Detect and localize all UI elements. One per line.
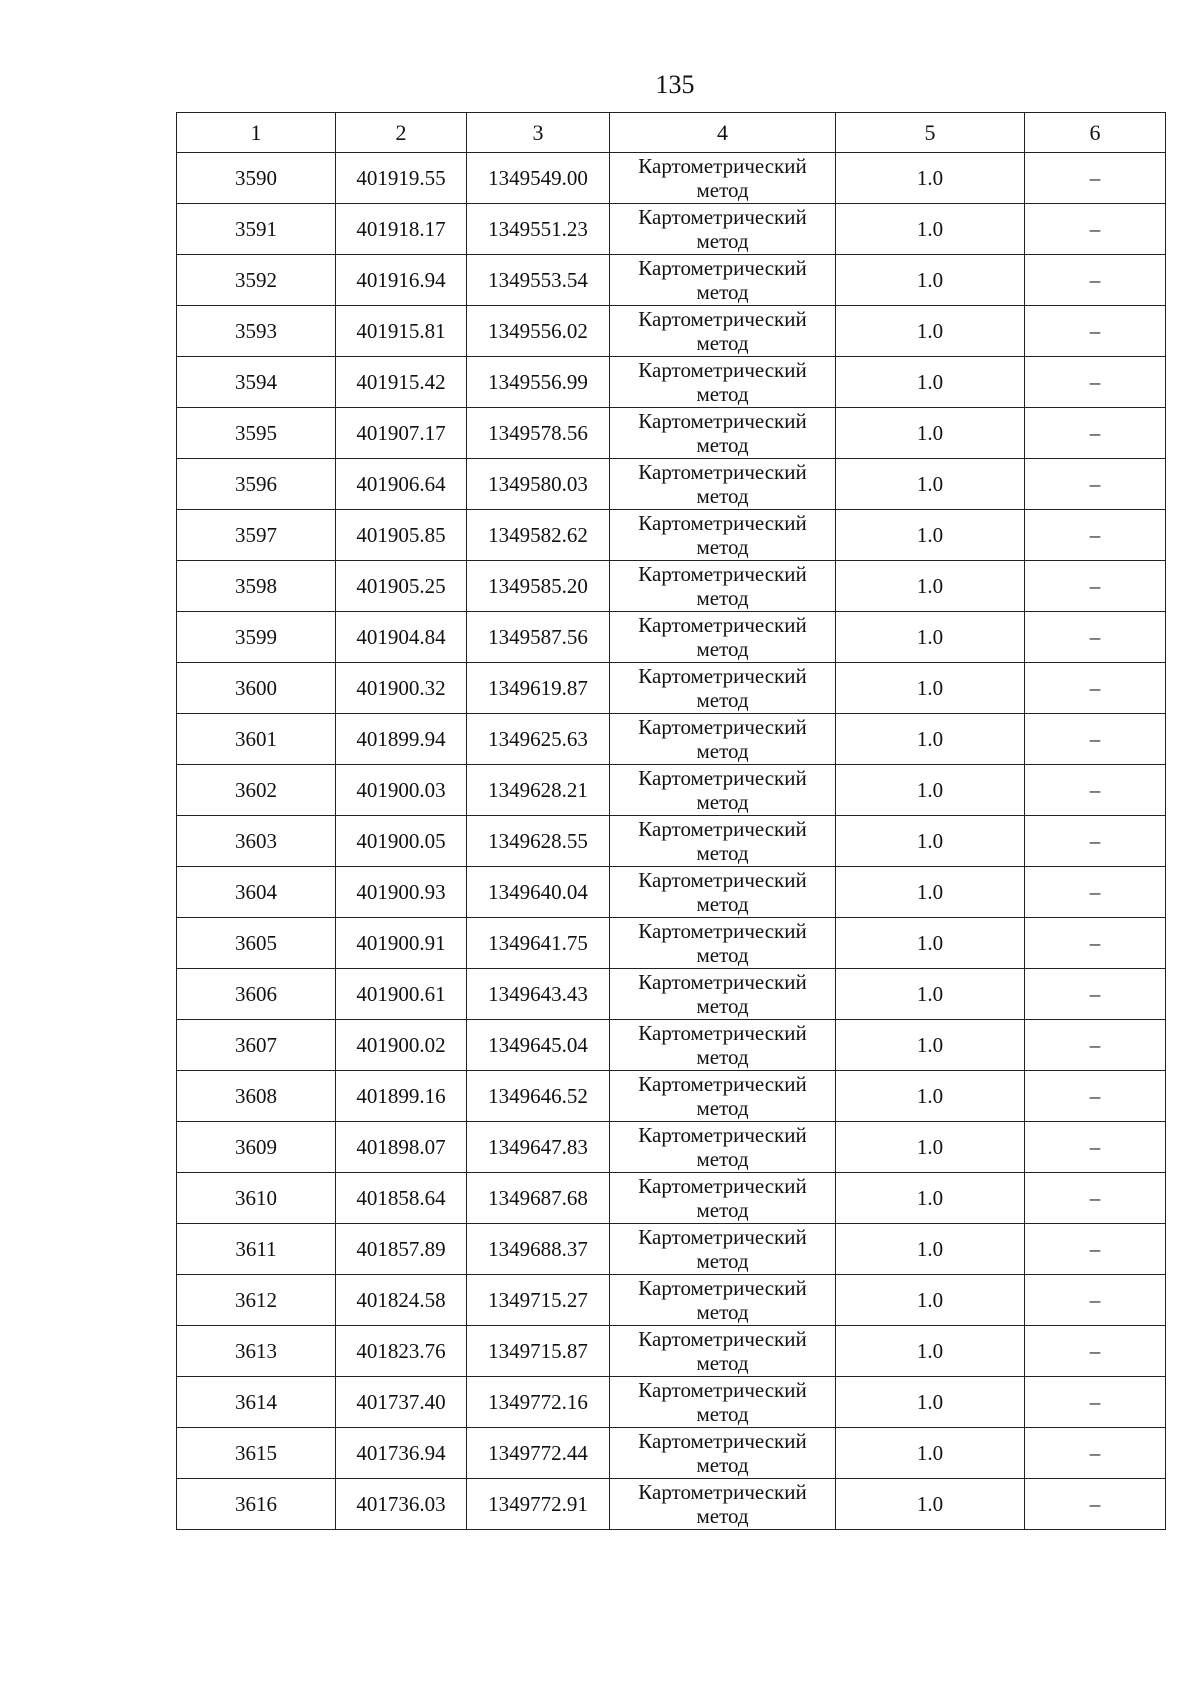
y-coordinate-cell: 1349641.75 (467, 918, 610, 969)
y-coordinate-cell: 1349643.43 (467, 969, 610, 1020)
y-coordinate-cell: 1349619.87 (467, 663, 610, 714)
table-row (177, 510, 1166, 561)
x-coordinate-cell: 401906.64 (336, 459, 467, 510)
table-row (177, 1224, 1166, 1275)
y-coordinate-cell: 1349645.04 (467, 1020, 610, 1071)
method-text: Картометрический метод (638, 154, 807, 202)
note-cell: – (1025, 510, 1166, 561)
y-coordinate-cell: 1349553.54 (467, 255, 610, 306)
table-row (177, 1428, 1166, 1479)
table-row (177, 459, 1166, 510)
method-cell (610, 255, 836, 306)
note-cell: – (1025, 1326, 1166, 1377)
table-row (177, 306, 1166, 357)
y-coordinate-cell: 1349625.63 (467, 714, 610, 765)
note-cell: – (1025, 1275, 1166, 1326)
note-cell: – (1025, 969, 1166, 1020)
method-text: Картометрический метод (638, 1072, 807, 1120)
y-coordinate-cell: 1349551.23 (467, 204, 610, 255)
point-number-cell: 3611 (177, 1224, 336, 1275)
table-row (177, 1173, 1166, 1224)
point-number-cell: 3605 (177, 918, 336, 969)
header-cell-6: 6 (1025, 113, 1166, 153)
x-coordinate-cell: 401900.03 (336, 765, 467, 816)
method-text: Картометрический метод (638, 817, 807, 865)
x-coordinate-cell: 401898.07 (336, 1122, 467, 1173)
method-text: Картометрический метод (638, 766, 807, 814)
accuracy-cell: 1.0 (836, 561, 1025, 612)
method-cell (610, 306, 836, 357)
note-cell: – (1025, 561, 1166, 612)
method-text: Картометрический метод (638, 664, 807, 712)
note-cell: – (1025, 612, 1166, 663)
method-cell (610, 1428, 836, 1479)
x-coordinate-cell: 401899.94 (336, 714, 467, 765)
table-row (177, 1377, 1166, 1428)
method-cell (610, 663, 836, 714)
header-cell-5: 5 (836, 113, 1025, 153)
accuracy-cell: 1.0 (836, 1479, 1025, 1530)
accuracy-cell: 1.0 (836, 612, 1025, 663)
method-text: Картометрический метод (638, 1021, 807, 1069)
x-coordinate-cell: 401736.94 (336, 1428, 467, 1479)
method-cell (610, 1071, 836, 1122)
x-coordinate-cell: 401858.64 (336, 1173, 467, 1224)
method-text: Картометрический метод (638, 1480, 807, 1528)
x-coordinate-cell: 401915.42 (336, 357, 467, 408)
method-text: Картометрический метод (638, 205, 807, 253)
point-number-cell: 3603 (177, 816, 336, 867)
y-coordinate-cell: 1349646.52 (467, 1071, 610, 1122)
accuracy-cell: 1.0 (836, 765, 1025, 816)
note-cell: – (1025, 1428, 1166, 1479)
point-number-cell: 3606 (177, 969, 336, 1020)
note-cell: – (1025, 1122, 1166, 1173)
method-text: Картометрический метод (638, 409, 807, 457)
accuracy-cell: 1.0 (836, 510, 1025, 561)
point-number-cell: 3607 (177, 1020, 336, 1071)
x-coordinate-cell: 401823.76 (336, 1326, 467, 1377)
header-cell-3: 3 (467, 113, 610, 153)
point-number-cell: 3592 (177, 255, 336, 306)
method-cell (610, 510, 836, 561)
method-cell (610, 204, 836, 255)
method-cell (610, 459, 836, 510)
note-cell: – (1025, 1377, 1166, 1428)
method-text: Картометрический метод (638, 562, 807, 610)
accuracy-cell: 1.0 (836, 204, 1025, 255)
table-row (177, 357, 1166, 408)
x-coordinate-cell: 401918.17 (336, 204, 467, 255)
method-cell (610, 1173, 836, 1224)
point-number-cell: 3591 (177, 204, 336, 255)
note-cell: – (1025, 459, 1166, 510)
method-text: Картометрический метод (638, 1225, 807, 1273)
method-cell (610, 1275, 836, 1326)
table-row (177, 204, 1166, 255)
y-coordinate-cell: 1349628.55 (467, 816, 610, 867)
note-cell: – (1025, 867, 1166, 918)
y-coordinate-cell: 1349556.99 (467, 357, 610, 408)
method-text: Картометрический метод (638, 1327, 807, 1375)
y-coordinate-cell: 1349687.68 (467, 1173, 610, 1224)
table-row (177, 714, 1166, 765)
method-text: Картометрический метод (638, 868, 807, 916)
note-cell: – (1025, 408, 1166, 459)
note-cell: – (1025, 1479, 1166, 1530)
y-coordinate-cell: 1349580.03 (467, 459, 610, 510)
point-number-cell: 3600 (177, 663, 336, 714)
coordinates-table (176, 112, 1166, 1530)
table-row (177, 1122, 1166, 1173)
method-cell (610, 918, 836, 969)
note-cell: – (1025, 816, 1166, 867)
x-coordinate-cell: 401915.81 (336, 306, 467, 357)
method-text: Картометрический метод (638, 511, 807, 559)
point-number-cell: 3597 (177, 510, 336, 561)
x-coordinate-cell: 401899.16 (336, 1071, 467, 1122)
note-cell: – (1025, 918, 1166, 969)
y-coordinate-cell: 1349549.00 (467, 153, 610, 204)
note-cell: – (1025, 765, 1166, 816)
point-number-cell: 3610 (177, 1173, 336, 1224)
header-row (177, 113, 1166, 153)
note-cell: – (1025, 714, 1166, 765)
table-body (177, 153, 1166, 1530)
note-cell: – (1025, 357, 1166, 408)
y-coordinate-cell: 1349772.91 (467, 1479, 610, 1530)
y-coordinate-cell: 1349587.56 (467, 612, 610, 663)
point-number-cell: 3615 (177, 1428, 336, 1479)
method-text: Картометрический метод (638, 1174, 807, 1222)
x-coordinate-cell: 401857.89 (336, 1224, 467, 1275)
point-number-cell: 3604 (177, 867, 336, 918)
accuracy-cell: 1.0 (836, 714, 1025, 765)
table-row (177, 255, 1166, 306)
method-text: Картометрический метод (638, 1429, 807, 1477)
x-coordinate-cell: 401737.40 (336, 1377, 467, 1428)
note-cell: – (1025, 1020, 1166, 1071)
y-coordinate-cell: 1349640.04 (467, 867, 610, 918)
table-row (177, 816, 1166, 867)
y-coordinate-cell: 1349688.37 (467, 1224, 610, 1275)
header-cell-4: 4 (610, 113, 836, 153)
table-header (177, 113, 1166, 153)
table-row (177, 1071, 1166, 1122)
method-text: Картометрический метод (638, 460, 807, 508)
point-number-cell: 3593 (177, 306, 336, 357)
note-cell: – (1025, 1071, 1166, 1122)
method-cell (610, 408, 836, 459)
accuracy-cell: 1.0 (836, 918, 1025, 969)
point-number-cell: 3594 (177, 357, 336, 408)
method-cell (610, 1224, 836, 1275)
method-text: Картометрический метод (638, 256, 807, 304)
y-coordinate-cell: 1349585.20 (467, 561, 610, 612)
y-coordinate-cell: 1349715.87 (467, 1326, 610, 1377)
method-cell (610, 969, 836, 1020)
y-coordinate-cell: 1349647.83 (467, 1122, 610, 1173)
method-cell (610, 153, 836, 204)
note-cell: – (1025, 1173, 1166, 1224)
y-coordinate-cell: 1349772.16 (467, 1377, 610, 1428)
method-text: Картометрический метод (638, 307, 807, 355)
method-cell (610, 1122, 836, 1173)
method-cell (610, 867, 836, 918)
method-text: Картометрический метод (638, 1378, 807, 1426)
method-cell (610, 1020, 836, 1071)
point-number-cell: 3590 (177, 153, 336, 204)
x-coordinate-cell: 401907.17 (336, 408, 467, 459)
page-number: 135 (655, 70, 695, 99)
table-row (177, 867, 1166, 918)
header-cell-2: 2 (336, 113, 467, 153)
accuracy-cell: 1.0 (836, 306, 1025, 357)
table-row (177, 1275, 1166, 1326)
y-coordinate-cell: 1349578.56 (467, 408, 610, 459)
point-number-cell: 3608 (177, 1071, 336, 1122)
y-coordinate-cell: 1349628.21 (467, 765, 610, 816)
x-coordinate-cell: 401900.32 (336, 663, 467, 714)
accuracy-cell: 1.0 (836, 1071, 1025, 1122)
accuracy-cell: 1.0 (836, 1173, 1025, 1224)
point-number-cell: 3596 (177, 459, 336, 510)
accuracy-cell: 1.0 (836, 357, 1025, 408)
table-row (177, 561, 1166, 612)
point-number-cell: 3616 (177, 1479, 336, 1530)
table-row (177, 918, 1166, 969)
note-cell: – (1025, 204, 1166, 255)
point-number-cell: 3602 (177, 765, 336, 816)
table-row (177, 969, 1166, 1020)
accuracy-cell: 1.0 (836, 969, 1025, 1020)
method-text: Картометрический метод (638, 1123, 807, 1171)
accuracy-cell: 1.0 (836, 816, 1025, 867)
accuracy-cell: 1.0 (836, 459, 1025, 510)
table-row (177, 1479, 1166, 1530)
method-cell (610, 357, 836, 408)
accuracy-cell: 1.0 (836, 1377, 1025, 1428)
point-number-cell: 3614 (177, 1377, 336, 1428)
y-coordinate-cell: 1349582.62 (467, 510, 610, 561)
note-cell: – (1025, 1224, 1166, 1275)
y-coordinate-cell: 1349772.44 (467, 1428, 610, 1479)
point-number-cell: 3599 (177, 612, 336, 663)
accuracy-cell: 1.0 (836, 1020, 1025, 1071)
x-coordinate-cell: 401905.25 (336, 561, 467, 612)
x-coordinate-cell: 401905.85 (336, 510, 467, 561)
x-coordinate-cell: 401736.03 (336, 1479, 467, 1530)
method-text: Картометрический метод (638, 613, 807, 661)
accuracy-cell: 1.0 (836, 153, 1025, 204)
x-coordinate-cell: 401900.91 (336, 918, 467, 969)
accuracy-cell: 1.0 (836, 1122, 1025, 1173)
method-text: Картометрический метод (638, 970, 807, 1018)
x-coordinate-cell: 401900.93 (336, 867, 467, 918)
point-number-cell: 3609 (177, 1122, 336, 1173)
x-coordinate-cell: 401919.55 (336, 153, 467, 204)
accuracy-cell: 1.0 (836, 663, 1025, 714)
x-coordinate-cell: 401904.84 (336, 612, 467, 663)
table-row (177, 765, 1166, 816)
method-text: Картометрический метод (638, 715, 807, 763)
x-coordinate-cell: 401900.02 (336, 1020, 467, 1071)
table-row (177, 612, 1166, 663)
method-cell (610, 765, 836, 816)
table-row (177, 153, 1166, 204)
x-coordinate-cell: 401824.58 (336, 1275, 467, 1326)
method-cell (610, 714, 836, 765)
accuracy-cell: 1.0 (836, 255, 1025, 306)
table-row (177, 408, 1166, 459)
y-coordinate-cell: 1349556.02 (467, 306, 610, 357)
accuracy-cell: 1.0 (836, 408, 1025, 459)
method-text: Картометрический метод (638, 1276, 807, 1324)
accuracy-cell: 1.0 (836, 867, 1025, 918)
point-number-cell: 3601 (177, 714, 336, 765)
x-coordinate-cell: 401900.61 (336, 969, 467, 1020)
point-number-cell: 3595 (177, 408, 336, 459)
table-row (177, 663, 1166, 714)
x-coordinate-cell: 401916.94 (336, 255, 467, 306)
method-text: Картометрический метод (638, 358, 807, 406)
method-cell (610, 612, 836, 663)
method-cell (610, 1377, 836, 1428)
y-coordinate-cell: 1349715.27 (467, 1275, 610, 1326)
header-cell-1: 1 (177, 113, 336, 153)
method-text: Картометрический метод (638, 919, 807, 967)
table-row (177, 1020, 1166, 1071)
note-cell: – (1025, 306, 1166, 357)
point-number-cell: 3598 (177, 561, 336, 612)
table-row (177, 1326, 1166, 1377)
method-cell (610, 1479, 836, 1530)
method-cell (610, 561, 836, 612)
accuracy-cell: 1.0 (836, 1275, 1025, 1326)
x-coordinate-cell: 401900.05 (336, 816, 467, 867)
note-cell: – (1025, 255, 1166, 306)
note-cell: – (1025, 663, 1166, 714)
accuracy-cell: 1.0 (836, 1428, 1025, 1479)
accuracy-cell: 1.0 (836, 1326, 1025, 1377)
point-number-cell: 3613 (177, 1326, 336, 1377)
accuracy-cell: 1.0 (836, 1224, 1025, 1275)
method-cell (610, 816, 836, 867)
method-cell (610, 1326, 836, 1377)
note-cell: – (1025, 153, 1166, 204)
point-number-cell: 3612 (177, 1275, 336, 1326)
